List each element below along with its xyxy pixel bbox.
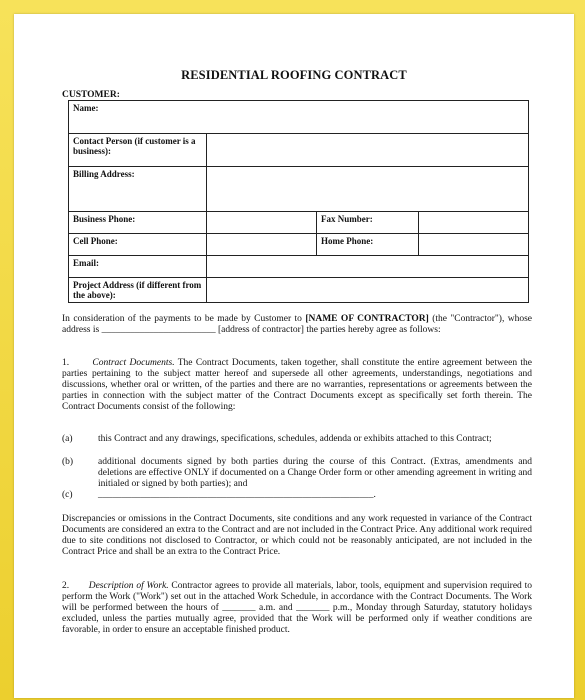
fax-number-label: Fax Number: [317, 212, 419, 234]
fax-number-field[interactable] [419, 212, 529, 234]
list-item [62, 457, 532, 490]
discrepancies-paragraph: Discrepancies or omissions in the Contract Documents, site conditions and any work requested in variance of the Contract Documents are considered an extra to the Contract and are not included in the Contract Price. Any additional work required due to site conditions not disclosed to Contractor, or which could not be reasonably anticipated, are not included in the Contract Price and shall be an extra to the Contract Price. [62, 514, 532, 557]
billing-address-label: Billing Address: [69, 167, 207, 212]
home-phone-label: Home Phone: [317, 234, 419, 256]
billing-address-field[interactable] [207, 167, 529, 212]
cell-phone-field[interactable] [207, 234, 317, 256]
contact-person-label: Contact Person (if customer is a business): [69, 134, 207, 167]
name-cell[interactable]: Name: [69, 101, 529, 134]
list-item [62, 434, 532, 456]
list-item-label: (b) [62, 457, 74, 467]
list-item-text: this Contract and any drawings, specifications, schedules, addenda or exhibits attached to this Contract; [98, 434, 492, 444]
intro-paragraph [62, 314, 532, 336]
section-2-paragraph [62, 581, 532, 636]
customer-label: CUSTOMER: [62, 90, 120, 100]
table-row [69, 256, 529, 278]
section-1-number: 1. [62, 358, 70, 368]
section-1-heading: Contract Documents. [92, 358, 175, 368]
table-row [69, 134, 529, 167]
intro-text-2: (the "Contractor"), whose address is ________________________ [address of contractor] the parties hereby agree as follows: [62, 314, 532, 335]
email-field[interactable] [207, 256, 529, 278]
intro-text-1: In consideration of the payments to be made by Customer to [62, 314, 306, 324]
cell-phone-label: Cell Phone: [69, 234, 207, 256]
section-2-heading: Description of Work. [88, 581, 169, 591]
customer-info-table [68, 100, 529, 303]
project-address-label: Project Address (if different from the above): [69, 278, 207, 303]
table-row [69, 278, 529, 303]
section-1-text: The Contract Documents, taken together, shall constitute the entire agreement between the parties pertaining to the subject matter hereof and supersede all other agreements, understandings, negotiations and discussions, whether oral or written, of the parties and there are no warranties, representations or agreements between the parties in connection with the subject matter of the Contract Documents except as specifically set forth therein. The Contract Documents consist of the following: [62, 358, 533, 412]
project-address-field[interactable] [207, 278, 529, 303]
document-page [14, 14, 574, 698]
contractor-name-placeholder: [NAME OF CONTRACTOR] [305, 314, 429, 324]
contact-person-field[interactable] [207, 134, 529, 167]
list-item-text: additional documents signed by both parties during the course of this Contract. (Extras, amendments and deletions are effective ONLY if documented on a Change Order form or other amending agreement in writing and initialed or signed by both parties); and [98, 457, 532, 489]
list-item-label: (a) [62, 434, 73, 444]
business-phone-field[interactable] [207, 212, 317, 234]
email-label: Email: [69, 256, 207, 278]
section-1-paragraph [62, 358, 532, 413]
table-row [69, 234, 529, 256]
table-row [69, 167, 529, 212]
list-item-label: (c) [62, 490, 73, 500]
table-row [69, 101, 529, 134]
section-2-text: Contractor agrees to provide all materials, labor, tools, equipment and supervision required to perform the Work ("Work") set out in the attached Work Schedule, in accordance with the Contract Documents. The Work will be performed between the hours of _______ a.m. and _______ p.m., Monday through Saturday, statutory holidays excluded, unless the parties mutually agree, provided that the Work will be performed only if weather conditions are favorable, in order to ensure an acceptable finished product. [62, 581, 532, 635]
section-2-number: 2. [62, 581, 70, 591]
list-item [62, 490, 532, 501]
list-item-text: __________________________________________________________. [98, 490, 376, 500]
contract-title: RESIDENTIAL ROOFING CONTRACT [181, 68, 407, 82]
business-phone-label: Business Phone: [69, 212, 207, 234]
home-phone-field[interactable] [419, 234, 529, 256]
table-row [69, 212, 529, 234]
